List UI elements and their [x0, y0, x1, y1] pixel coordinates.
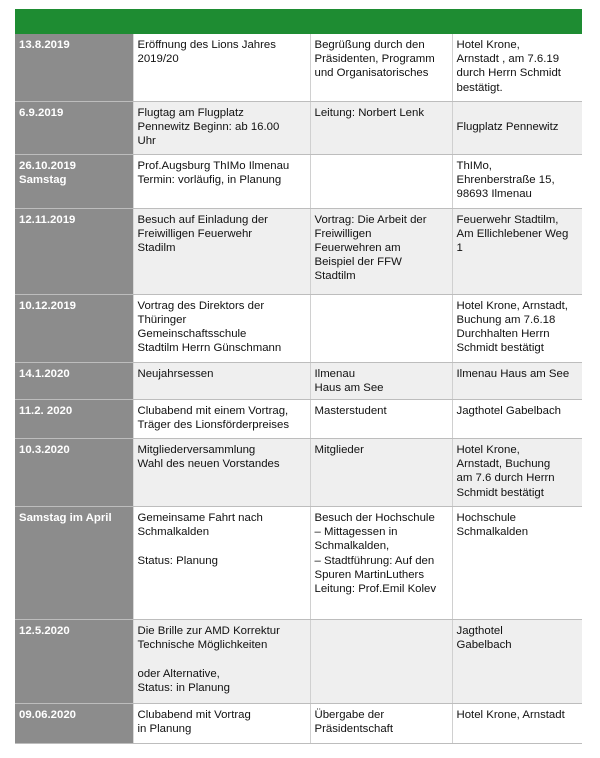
event-cell: Flugtag am Flugplatz Pennewitz Beginn: ab 16.00 Uhr: [133, 101, 310, 154]
schedule-table: [15, 34, 582, 744]
date-cell: 6.9.2019: [15, 101, 133, 154]
date-cell: 26.10.2019 Samstag: [15, 154, 133, 208]
schedule-sheet: [15, 9, 582, 744]
date-cell: 12.5.2020: [15, 619, 133, 703]
details-cell: [310, 294, 452, 362]
location-cell: Jagthotel Gabelbach: [452, 399, 582, 438]
details-cell: Übergabe der Präsidentschaft: [310, 703, 452, 743]
table-row: [15, 101, 582, 154]
location-cell: Ilmenau Haus am See: [452, 362, 582, 399]
table-row: [15, 438, 582, 506]
table-row: [15, 154, 582, 208]
location-cell: ThIMo, Ehrenberstraße 15, 98693 Ilmenau: [452, 154, 582, 208]
details-cell: Mitglieder: [310, 438, 452, 506]
event-cell: Prof.Augsburg ThIMo Ilmenau Termin: vorläufig, in Planung: [133, 154, 310, 208]
date-cell: 14.1.2020: [15, 362, 133, 399]
table-row: [15, 208, 582, 294]
location-cell: Hochschule Schmalkalden: [452, 506, 582, 619]
date-cell: 13.8.2019: [15, 34, 133, 101]
event-cell: Gemeinsame Fahrt nach Schmalkalden Status: Planung: [133, 506, 310, 619]
event-cell: Besuch auf Einladung der Freiwilligen Feuerwehr Stadilm: [133, 208, 310, 294]
details-cell: Leitung: Norbert Lenk: [310, 101, 452, 154]
location-cell: Hotel Krone, Arnstadt, Buchung am 7.6.18 Durchhalten Herrn Schmidt bestätigt: [452, 294, 582, 362]
event-cell: Vortrag des Direktors der Thüringer Gemeinschaftsschule Stadtilm Herrn Günschmann: [133, 294, 310, 362]
event-cell: Eröffnung des Lions Jahres 2019/20: [133, 34, 310, 101]
details-cell: Vortrag: Die Arbeit der Freiwilligen Feuerwehren am Beispiel der FFW Stadtilm: [310, 208, 452, 294]
date-cell: Samstag im April: [15, 506, 133, 619]
location-cell: Flugplatz Pennewitz: [452, 101, 582, 154]
location-cell: Jagthotel Gabelbach: [452, 619, 582, 703]
location-cell: Hotel Krone, Arnstadt, Buchung am 7.6 durch Herrn Schmidt bestätigt: [452, 438, 582, 506]
details-cell: Besuch der Hochschule – Mittagessen in Schmalkalden, – Stadtführung: Auf den Spuren MartinLuthers Leitung: Prof.Emil Kolev: [310, 506, 452, 619]
date-cell: 10.3.2020: [15, 438, 133, 506]
details-cell: Begrüßung durch den Präsidenten, Programm und Organisatorisches: [310, 34, 452, 101]
table-row: [15, 619, 582, 703]
event-cell: Mitgliederversammlung Wahl des neuen Vorstandes: [133, 438, 310, 506]
date-cell: 10.12.2019: [15, 294, 133, 362]
details-cell: [310, 154, 452, 208]
table-row: [15, 34, 582, 101]
date-cell: 11.2. 2020: [15, 399, 133, 438]
details-cell: [310, 619, 452, 703]
event-cell: Clubabend mit Vortrag in Planung: [133, 703, 310, 743]
details-cell: Masterstudent: [310, 399, 452, 438]
table-row: [15, 506, 582, 619]
event-cell: Die Brille zur AMD Korrektur Technische Möglichkeiten oder Alternative, Status: in Planung: [133, 619, 310, 703]
table-row: [15, 399, 582, 438]
table-row: [15, 294, 582, 362]
date-cell: 12.11.2019: [15, 208, 133, 294]
location-cell: Hotel Krone, Arnstadt , am 7.6.19 durch Herrn Schmidt bestätigt.: [452, 34, 582, 101]
location-cell: Feuerwehr Stadtilm, Am Ellichlebener Weg 1: [452, 208, 582, 294]
table-row: [15, 362, 582, 399]
event-cell: Neujahrsessen: [133, 362, 310, 399]
date-cell: 09.06.2020: [15, 703, 133, 743]
table-row: [15, 703, 582, 743]
table-header-bar: [15, 9, 582, 34]
location-cell: Hotel Krone, Arnstadt: [452, 703, 582, 743]
event-cell: Clubabend mit einem Vortrag, Träger des Lionsförderpreises: [133, 399, 310, 438]
details-cell: Ilmenau Haus am See: [310, 362, 452, 399]
